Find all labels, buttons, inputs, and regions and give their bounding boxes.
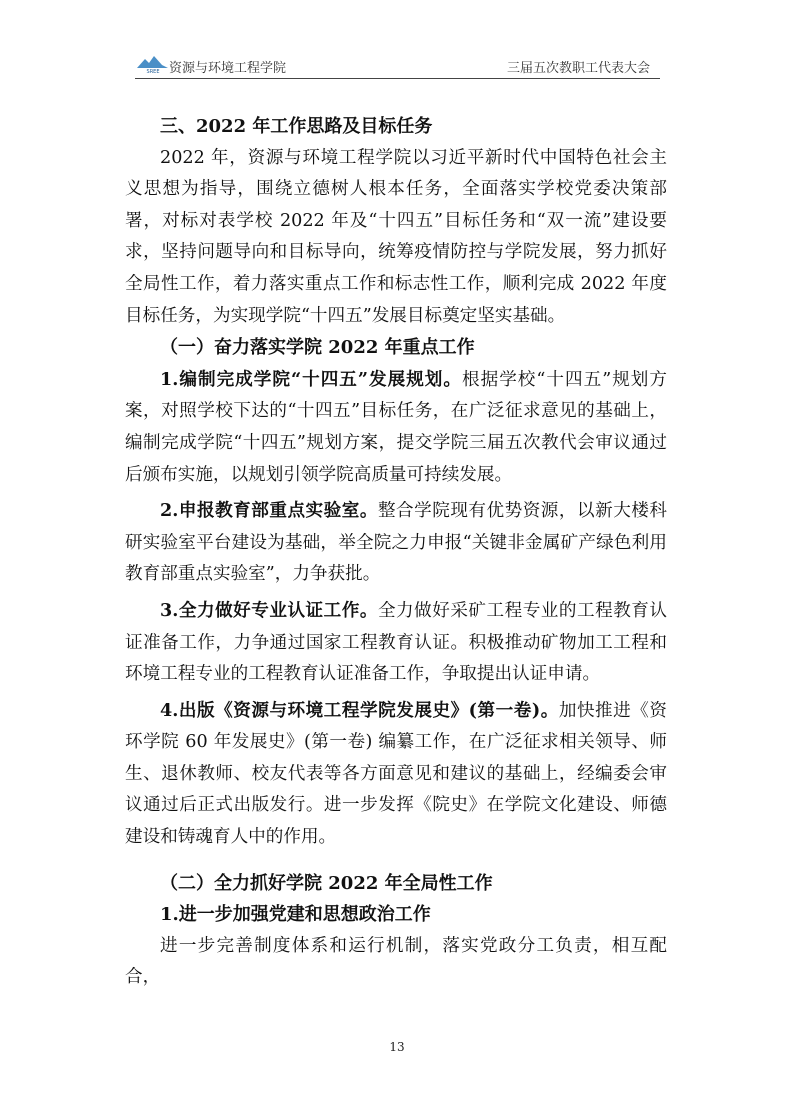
item-1-lead: 1.编制完成学院“十四五”发展规划。: [160, 368, 463, 390]
logo-text: SREE: [146, 69, 160, 74]
intro-paragraph: 2022 年，资源与环境工程学院以习近平新时代中国特色社会主义思想为指导，围绕立德树人根本任务，全面落实学校党委决策部署，对标对表学校 2022 年及“十四五”目标任务和“双一流”建设要求，坚持问题导向和目标导向，统筹疫情防控与学院发展，努力抓好全局性工作，着力落实重点工作和标志性工作，顺利完成 2022 年度目标任务，为实现学院“十四五”发展目标奠定坚实基础。: [125, 147, 667, 326]
item-4-lead: 4.出版《资源与环境工程学院发展史》(第一卷)。: [160, 699, 559, 721]
header-college-name: 资源与环境工程学院: [169, 61, 287, 76]
item-2-paragraph: [125, 495, 667, 591]
item-4-paragraph: [125, 695, 667, 854]
document-body: [125, 111, 667, 994]
item-2-lead: 2.申报教育部重点实验室。: [160, 500, 378, 522]
item-2-body: 整合学院现有优势资源，以新大楼科研实验室平台建设为基础，举全院之力申报“关键非金属矿产绿色利用教育部重点实验室”，力争获批。: [125, 501, 667, 585]
page-number: 13: [389, 1040, 405, 1054]
subsection-title-1: （一）奋力落实学院 2022 年重点工作: [160, 337, 475, 359]
page-header: [135, 52, 660, 79]
item-1-body: 根据学校“十四五”规划方案，对照学校下达的“十四五”目标任务，在广泛征求意见的基础上，编制完成学院“十四五”规划方案，提交学院三届五次教代会审议通过后颁布实施，以规划引领学院高质量可持续发展。: [125, 369, 667, 485]
header-meeting-name: 三届五次教职工代表大会: [506, 61, 650, 76]
section-title: 三、2022 年工作思路及目标任务: [160, 116, 433, 137]
item-3-lead: 3.全力做好专业认证工作。: [160, 599, 378, 621]
subsection-title-2: （二）全力抓好学院 2022 年全局性工作: [160, 872, 493, 894]
sub2-item-1-title: 1.进一步加强党建和思想政治工作: [160, 904, 431, 926]
item-3-body: 全力做好采矿工程专业的工程教育认证准备工作，力争通过国家工程教育认证。积极推动矿物加工工程和环境工程专业的工程教育认证准备工作，争取提出认证申请。: [125, 600, 667, 685]
item-4-body: 加快推进《资环学院 60 年发展史》(第一卷) 编纂工作，在广泛征求相关领导、师生、退休教师、校友代表等各方面意见和建议的基础上，经编委会审议通过后正式出版发行。进一步发挥《院史》在学院文化建设、师德建设和铸魂育人中的作用。: [125, 700, 667, 848]
item-1-paragraph: [125, 364, 667, 491]
mountain-logo-icon: [135, 54, 171, 74]
sub2-paragraph: 进一步完善制度体系和运行机制，落实党政分工负责，相互配合，: [125, 935, 667, 988]
item-3-paragraph: [125, 595, 667, 691]
